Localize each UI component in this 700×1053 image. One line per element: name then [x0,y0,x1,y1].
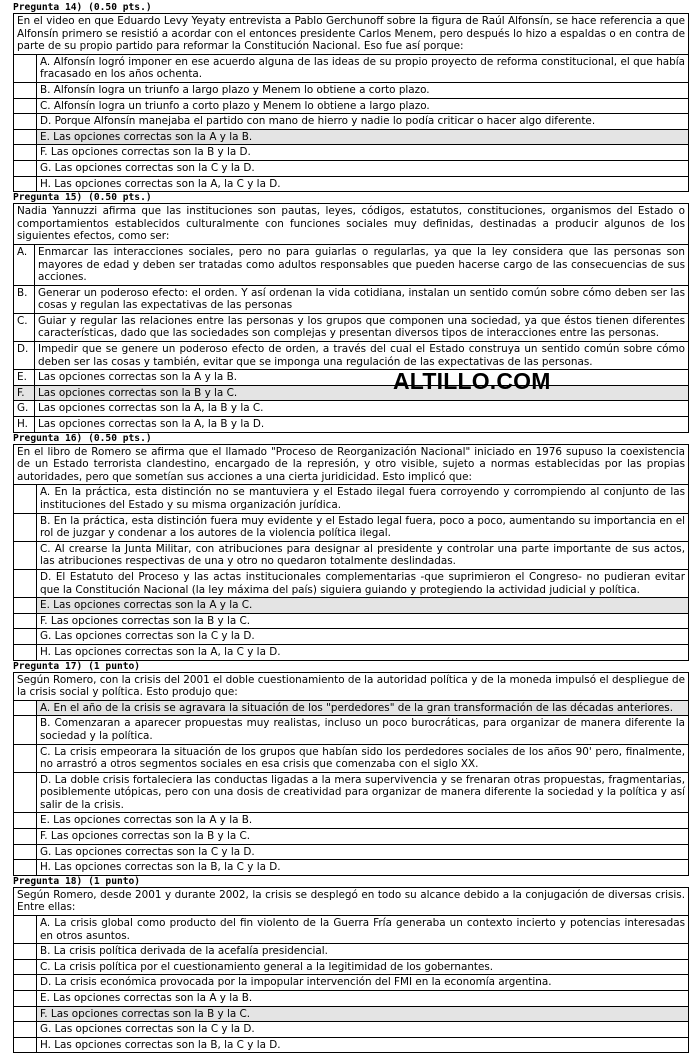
q14-option-d[interactable]: D. Porque Alfonsín manejaba el partido con mano de hierro y nadie lo podía criticar o hacer algo diferente. [37,114,689,130]
q15-option-f-letter: F. [14,385,35,401]
question-15-stem: Nadia Yannuzzi afirma que las instituciones son pautas, leyes, códigos, estatutos, constituciones, organismos del Estado o comportamientos establecidos culturalmente con funciones sociales muy definidas, destinadas a producir algunos de los siguientes efectos, como ser: [13,203,689,244]
q17-option-g[interactable]: G. Las opciones correctas son la C y la D. [37,844,689,860]
q17-option-d[interactable]: D. La doble crisis fortaleciera las conductas ligadas a la mera supervivencia y se frenaran otras propuestas, fragmentarias, posiblemente utópicas, pero con una dosis de creatividad para organizar de manera diferente la sociedad y la política y así salir de la crisis. [37,772,689,813]
q16-option-g[interactable]: G. Las opciones correctas son la C y la D. [37,629,689,645]
question-15-header: Pregunta 15) (0.50 pts.) [13,192,152,204]
q15-option-b-letter: B. [14,285,35,313]
q15-option-c[interactable]: Guiar y regular las relaciones entre las personas y los grupos que componen una sociedad, ya que éstos tienen diferentes características, dado que las sociedades son complejas y presentan diversos tipos de interacciones entre las personas. [35,313,689,341]
question-14-options [13,54,689,192]
question-15-options [13,244,689,433]
q15-option-h-letter: H. [14,417,35,433]
question-17-stem: Según Romero, con la crisis del 2001 el doble cuestionamiento de la autoridad política y de la moneda impulsó el despliegue de la crisis social y política. Esto produjo que: [13,672,689,700]
q14-option-h[interactable]: H. Las opciones correctas son la A, la C y la D. [37,176,689,192]
q17-option-f[interactable]: F. Las opciones correctas son la B y la C. [37,829,689,845]
q18-option-f[interactable]: F. Las opciones correctas son la B y la C. [37,1006,689,1022]
q16-option-d[interactable]: D. El Estatuto del Proceso y las actas institucionales complementarias -que suprimieron el Congreso- no pudieran evitar que la Constitución Nacional (la ley máxima del país) siguiera guiando y protegiendo la actividad judicial y política. [37,569,689,597]
q14-option-c[interactable]: C. Alfonsín logra un triunfo a corto plazo y Menem lo obtiene a largo plazo. [37,98,689,114]
q15-option-d[interactable]: Impedir que se genere un poderoso efecto de orden, a través del cual el Estado construya un sentido común sobre cómo deben ser las cosas y también, evitar que se imponga una regulación de las expectativas de las personas. [35,342,689,370]
q18-option-g[interactable]: G. Las opciones correctas son la C y la D. [37,1022,689,1038]
q14-option-f[interactable]: F. Las opciones correctas son la B y la D. [37,145,689,161]
q15-option-d-letter: D. [14,342,35,370]
q18-option-e[interactable]: E. Las opciones correctas son la A y la B. [37,991,689,1007]
q14-option-e[interactable]: E. Las opciones correctas son la A y la B. [37,129,689,145]
q15-option-a-letter: A. [14,244,35,285]
q18-option-a[interactable]: A. La crisis global como producto del fin violento de la Guerra Fría generaba un contexto incierto y potencias interesadas en otros asuntos. [37,916,689,944]
q18-option-c[interactable]: C. La crisis política por el cuestionamiento general a la legitimidad de los gobernantes. [37,959,689,975]
question-18-options [13,915,689,1053]
q16-option-b[interactable]: B. En la práctica, esta distinción fuera muy evidente y el Estado legal fuera, poco a poco, aumentando su importancia en el rol de juzgar y condenar a los autores de la violencia política ilegal. [37,513,689,541]
q15-option-e-letter: E. [14,370,35,386]
q17-option-e[interactable]: E. Las opciones correctas son la A y la B. [37,813,689,829]
question-16-header: Pregunta 16) (0.50 pts.) [13,432,152,444]
question-16-options [13,484,689,660]
q17-option-a[interactable]: A. En el año de la crisis se agravara la situación de los "perdedores" de la gran transformación de las décadas anteriores. [37,700,689,716]
q15-option-e[interactable]: Las opciones correctas son la A y la B. [35,370,689,386]
q15-option-f[interactable]: Las opciones correctas son la B y la C. [35,385,689,401]
q15-option-a[interactable]: Enmarcar las interacciones sociales, pero no para guiarlas o regularlas, ya que la ley considera que las personas son mayores de edad y deben ser tratadas como adultos responsables que pueden hacerse cargo de las consecuencias de sus acciones. [35,244,689,285]
question-14-stem: En el video en que Eduardo Levy Yeyaty entrevista a Pablo Gerchunoff sobre la figura de Raúl Alfonsín, se hace referencia a que Alfonsín primero se resistió a acordar con el entonces presidente Carlos Menem, pero después lo hizo a espaldas o en contra de parte de su propio partido para reformar la Constitución Nacional. Eso fue así porque: [13,13,689,54]
q16-option-e[interactable]: E. Las opciones correctas son la A y la C. [37,598,689,614]
question-14-header: Pregunta 14) (0.50 pts.) [13,2,152,13]
q15-option-h[interactable]: Las opciones correctas son la A, la B y la D. [35,417,689,433]
q16-option-f[interactable]: F. Las opciones correctas son la B y la C. [37,613,689,629]
q15-option-c-letter: C. [14,313,35,341]
q16-option-h[interactable]: H. Las opciones correctas son la A, la C y la D. [37,644,689,660]
q15-option-g-letter: G. [14,401,35,417]
q14-option-g[interactable]: G. Las opciones correctas son la C y la D. [37,160,689,176]
q17-option-h[interactable]: H. Las opciones correctas son la B, la C y la D. [37,860,689,876]
question-17-header: Pregunta 17) (1 punto) [13,660,141,672]
q14-option-a[interactable]: A. Alfonsín logró imponer en ese acuerdo alguna de las ideas de su propio proyecto de reforma constitucional, el que había fracasado en los años ochenta. [37,54,689,82]
question-16-stem: En el libro de Romero se afirma que el llamado "Proceso de Reorganización Nacional" iniciado en 1976 supuso la coexistencia de un Estado terrorista clandestino, encargado de la represión, y otro visible, sujeto a normas establecidas por las propias autoridades, pero que sometían sus acciones a una cierta juridicidad. Esto implicó que: [13,444,689,485]
question-18-stem: Según Romero, desde 2001 y durante 2002, la crisis se desplegó en todo su alcance debido a la conjugación de diversas crisis. Entre ellas: [13,887,689,915]
q15-option-b[interactable]: Generar un poderoso efecto: el orden. Y así ordenan la vida cotidiana, instalan un sentido común sobre cómo deben ser las cosas y regulan las expectativas de las personas [35,285,689,313]
q17-option-b[interactable]: B. Comenzaran a aparecer propuestas muy realistas, incluso un poco burocráticas, para organizar de manera diferente la sociedad y la política. [37,716,689,744]
exam-page [13,2,689,1053]
q18-option-h[interactable]: H. Las opciones correctas son la B, la C y la D. [37,1037,689,1053]
q16-option-c[interactable]: C. Al crearse la Junta Militar, con atribuciones para designar al presidente y controlar una parte importante de sus actos, las atribuciones respectivas de una y otro no quedaron totalmente deslindadas. [37,541,689,569]
q17-option-c[interactable]: C. La crisis empeorara la situación de los grupos que habían sido los perdedores sociales de los años 90' pero, finalmente, no arrastró a otros segmentos sociales en esa crisis que comenzaba con el siglo XX. [37,744,689,772]
watermark-logo: ALTILLO.COM [393,368,551,394]
q14-option-b[interactable]: B. Alfonsín logra un triunfo a largo plazo y Menem lo obtiene a corto plazo. [37,82,689,98]
q15-option-g[interactable]: Las opciones correctas son la A, la B y la C. [35,401,689,417]
question-18-header: Pregunta 18) (1 punto) [13,875,141,887]
q16-option-a[interactable]: A. En la práctica, esta distinción no se mantuviera y el Estado ilegal fuera corroyendo y corrompiendo al conjunto de las instituciones del Estado y su misma organización jurídica. [37,485,689,513]
q18-option-d[interactable]: D. La crisis económica provocada por la impopular intervención del FMI en la economía argentina. [37,975,689,991]
q18-option-b[interactable]: B. La crisis política derivada de la acefalía presidencial. [37,944,689,960]
question-17-options [13,700,689,876]
